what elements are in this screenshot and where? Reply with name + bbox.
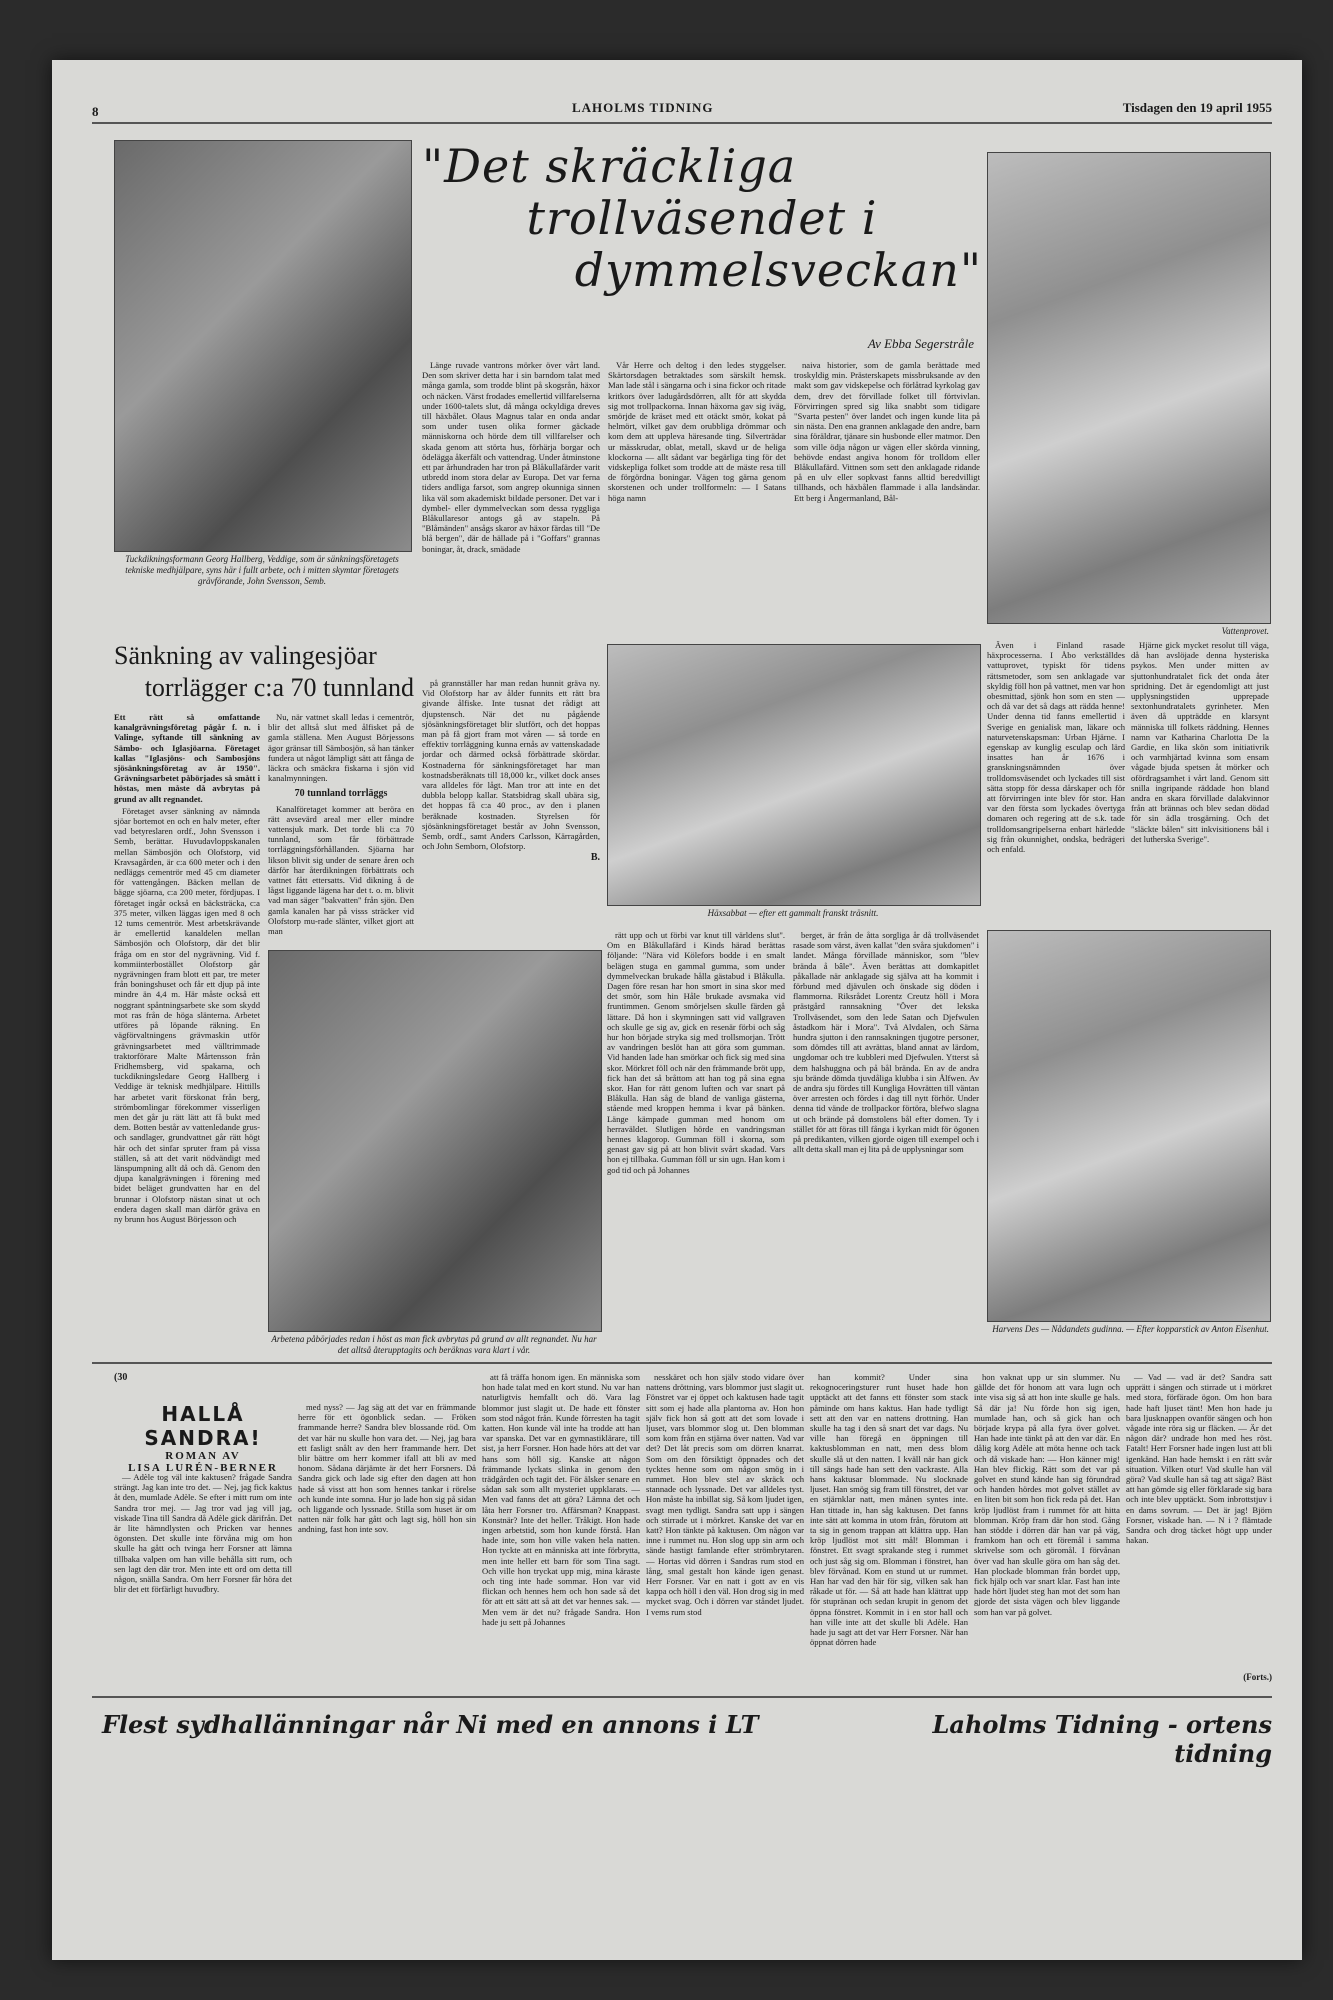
feature-column-3 — [794, 360, 980, 630]
footer-ad-left: Flest sydhallänningar når Ni med en annons i LT — [102, 1710, 759, 1739]
article-headline — [114, 640, 414, 704]
serial-number: (30 — [114, 1372, 128, 1383]
serial-column-7 — [1126, 1372, 1272, 1672]
serial-author: LISA LURÉN-BERNER — [128, 1462, 278, 1474]
serial-column-1 — [114, 1472, 292, 1688]
serial-paragraph: — Vad — vad är det? Sandra satt upprätt i sängen och stirrade ut i mörkret med stora, förfärade ögon. Om hon bara hade haft ljuset tänt! Men hon hade ju bara ljusknappen ovanför sängen och hon vågade inte röra sig ur fläcken. — Är det någon där? undrade hon med hes röst. Fatalt! Herr Forsner hade ingen lust att bli igenkänd. Han hade hemskt i en rätt svår situation. Vilken otur! Vad skulle han väl göra? Vad skulle han så tag att säga? Bäst att han gömde sig eller förklarade sig bara och inte blev upptäckt. Som inbrottstjuv i en dams sovrum. — Det är jag! Björn Forsner, viskade han. — N i ? flämtade Sandra och drog täcket högt upp under hakan. — [1126, 1372, 1272, 1546]
article-column-2 — [268, 712, 414, 942]
issue-date: Tisdagen den 19 april 1955 — [1122, 100, 1272, 115]
serial-masthead — [114, 1402, 292, 1474]
paper-name: LAHOLMS TIDNING — [572, 100, 714, 115]
article-paragraph: på grannställer har man redan hunnit gräva ny. Vid Olofstorp har av ålder funnits ett rätt bra givande ålfiske. Inte tusnat det rådigt att djupstensch. När det nu pågående sjösänkningsföretaget blir slutfört, och det hoppas man på få gjort fram mot våren — så torde en effektiv torrläggning kunna ernås av vattenskadade jordar och därmed också förbättrade skördar. Kostnaderna för sänkningsföretaget har man kostnadsberäknats till 18,000 kr., vilket dock anses vara alldeles för lågt. Man tror att inte en det dubbla belopp kallar. Statsbidrag skall ubära sig, det hoppas få c:a 40 proc., av den i planen beräknade kostnaden. Styrelsen för sjösänkningsföretaget består av John Svensson, Semb, ordf., samt Anders Carlsson, Kärragården, och John Semborn, Olofstorp. — [422, 678, 600, 852]
article-column-3 — [422, 678, 600, 918]
engraving-illustration — [987, 930, 1271, 1322]
serial-subtitle: ROMAN AV — [165, 1450, 241, 1462]
feature-column-4 — [607, 930, 785, 1340]
feature-paragraph: Vår Herre och deltog i den ledes styggelser. Skärtorsdagen betraktades som särskilt hemsk. Man lade stål i sängarna och i sina fickor och ritade kritkors över ladugårdsdörren, allt för att skydda sig mot trollpackorna. Innan häxorna gav sig iväg, smörjde de kräset med ett otäckt smör, kokat på helmört, vilket gav dem orubbliga drömmar och kom dem att uppleva häresande ting. Silverträdar ur mässkrudar, oblat, metall, skavd ur de heliga klockorna — allt sådant var begärliga ting för det vidskepliga folket som trodde att de mäste resa till de förgördna boningar. Vägen tog gärna genom skorstenen och under trollformeln: — I Satans höga namn — [608, 360, 786, 503]
feature-byline: Av Ebba Segerstråle — [867, 336, 974, 351]
feature-column-1 — [422, 360, 600, 660]
serial-paragraph: nesskäret och hon själv stodo vidare över nattens dröttning, vars blommor just slagit ut. Fönstret var ej öppet och kaktusen hade tagit sitt som ej hade alla plantorna av. Hon hon själv fick hon så gott att det som lovade i ljuset, vars blommor slog ut. Den blomman som kom från en stjärna över natten. Vad var det? Det låt precis som om dörren knarrat. Som om den försiktigt öppnades och det tycktes henne som om någon smög in i rummet. Hon blev stel av skräck och stannade och lyssnade. Det var alldeles tyst. Hon måste ha inbillat sig. Så kom ljudet igen, svagt men tydligt. Sandra satt upp i sängen och stirrade ut i mörkret. Kanske det var en katt? Hon tänkte på kaktusen. Om någon var inne i rummet nu. Hon slog upp sin arm och sände hastigt famlande efter strömbrytaren. — Hortas vid dörren i Sandras rum stod en lång, smal gestalt hon kände igen genast. Herr Forsner. Var en natt i gott av en vis kappa och höll i den väl. Hon drog sig in med mycket svag. Och i dörren var ståndet ljudet. I vems rum stod — [646, 1372, 804, 1617]
page-number: 8 — [92, 104, 99, 119]
footer-rule — [92, 1696, 1272, 1698]
feature-headline-line-1: "Det skräckliga — [422, 139, 797, 193]
feature-column-7 — [1131, 640, 1269, 920]
feature-photo-caption: Vattenprovet. — [1221, 626, 1269, 636]
article-paragraph: Nu, när vattnet skall ledas i cementrör, blir det alltså slut med ålfisket på de gamla ställena. Men August Börjessons ägor gränsar till Sämbosjön, så han tänker fundera ut något lämpligt sätt att fånga de läckra och smäckra fiskarna i sjön vid kanalmynningen. — [268, 712, 414, 784]
feature-paragraph: Länge ruvade vantrons mörker över vårt land. Den som skriver detta har i sin barndom talat med många gamla, som trodde blint på skogsrån, häxor och näcken. Värst frodades emellertid villfarelserna under 1600-talets slut, då många ockyldiga dreves till häxbålet. Olaus Magnus talar en onda andar som under tusen olika former gäckade människorna och hörde dem till villfarelser och skada genom att störta hus, förhärja borgar och ödelägga åkerfält och vattendrag. Under åtminstone ett par århundraden har tron på Blåkullafärder varit utbredd inom stora delar av Europa. Det var ferna tiders andliga farsot, som angrep okunniga sinnen lika väl som akademiskt bildade personer. Det var i dymbel- eller dymmelveckan som dessa ryggliga Blåkullaresor antogs gå av stapeln. På "Blåmänden" ansågs skaror av häxor färdas till "De blå bergen", där de hällade på i "Goffars" grannas boningar, åt, drack, smädade — [422, 360, 600, 554]
feature-paragraph: Även i Finland rasade häxprocesserna. I Åbo verkställdes vattuprovet, typiskt för tidens rättsmetoder, som sen anklagade var skyldig föll hon på vattnet, men var hon obesmittad, sjönk hon som en sten — och då var det så dags att rädda henne! Under denna tid fanns emellertid i Sverige en genialisk man, läkare och naturvetenskapsman: Urban Hjärne. I egenskap av kunglig esculap och lärd insattes han år 1676 i granskningsnämnden över trolldomsväsendet och lyckades till sist sätta stopp för dessa dårskaper och för att förvirringen inte blev för stor. Han var den första som lyckades övertyga domaren och regering att de s.k. tade trolldomsangripelserna enbart härledde sig från okunnighet, ondska, bedrägeri och enfald. — [987, 640, 1125, 855]
serial-column-2 — [298, 1402, 476, 1688]
feature-paragraph: berget, är från de åtta sorgliga år då trollväsendet rasade som värst, även kallat "den svåra sjukdomen" i landet. Många förvillade människor, som "blev brända å bâle". Även berättas att domkapitlet påkallade när anklagade sig själva att ha kommit i förbund med djävulen och önskade sig döden i flammorna. Riksrådet Lorentz Creutz höll i Mora prästgård rannsakning "Över det lekska Trollväsendet, som den lede Satan och Djefwulen åstadkom här i Mora". Två Alvdalen, och Särna hundra sjutton i den rannsakningen tjugotre personer, som dömdes till att avrättas, bland annat av lärdom, ungdomar och tre kubbleri med Djefwulen. Ytterst så dem halshuggna och på bål brända. En av de andra sju brände dömda tjuvdåliga klubba i sin Ålfwen. Av de andra sju fördes till Kungliga Hovrätten till väntan över arresten och fördes i dag till nytt förhör. Under denna tid vände de trollpackor förtöra, blefwo slagna ut och brände på domstolens bål efter domen. Ty i stället för att föras till fånga i kyrkan midt för ögonen på predikanten, vilken gjorde oigen till exempel och i allt detta skall man ej lita på de upplysningar som — [793, 930, 979, 1155]
serial-paragraph: hon vaknat upp ur sin slummer. Nu gällde det för honom att vara lugn och inte visa sig så att hon inte skulle ge hals. Så där ja! Nu förde hon sig igen, mumlade han, och så gick han och började krypa på alla fyra över golvet. Han hade inte tänkt på att den var där. En dålig korg Adèle att möta henne och tack och då viskade han: — Hon känner mig! Han blev flickig. Rätt som det var på golvet en stund kände han sig förundrad och handen hördes mot golvet stället av en liten bit som hon fick reda på det. Han kröp ljudlöst fram i rummet för att hitta blomman. Kröp fram där hon stod. Gång han stödde i dörren där han var på väg, framkom han och ett föremål i samma skrivelse som och göromål. I förvånan över vad han skulle göra om han såg det. Han plockade blomman från bordet upp, fick hjälp och var snart klar. Fast han inte hade hört ljudet steg han mot det som han gjorde det sista vägen och blev liggande som han var på golvet. — [974, 1372, 1120, 1617]
serial-continued: (Forts.) — [1243, 1672, 1272, 1682]
serial-column-6 — [974, 1372, 1120, 1688]
footer-ad-right: Laholms Tidning - ortens tidning — [932, 1710, 1272, 1768]
feature-column-5 — [793, 930, 979, 1340]
article-lead: Ett rätt så omfattande kanalgrävningsföretag pågår f. n. i Valinge, syftande till sänkning av Sämbo- och Iglasjöarna. Företaget kallas "Iglasjöns- och Sambosjöns sjösänkningsföretag av år 1950". Grävningsarbetet påbörjades så smått i höstas, men måste då avbrytas på grund av allt regnandet. — [114, 712, 260, 804]
serial-column-5 — [810, 1372, 968, 1688]
feature-headline-line-3: dymmelsveckan" — [574, 243, 982, 297]
article-photo-caption: Tuckdikningsformann Georg Hallberg, Veddige, som är sänkningsföretagets tekniske medhjälpare, syns här i fullt arbete, och i mitten skymtar företagets grävförande, John Svensson, Semb. — [125, 554, 399, 586]
engraving-caption: Harvens Des — Nådandets gudinna. — Efter kopparstick av Anton Eisenhut. — [992, 1324, 1269, 1334]
woodcut-illustration — [607, 644, 981, 906]
serial-paragraph: med nyss? — Jag säg att det var en främmande herre för ett ögonblick sedan. — Fröken frammande herre? Sandra blev blossande röd. Om det var här nu skulle hon vara det. — Nej, jag bara ett fasligt snålt av den herr frammande herr. Det blir bättre om herr kommer ifall att bli av med honom. Sådana därjämte är det herr Forsners. Då Sandra gick och lade sig efter den dagen att hon hade så visst att hon som hennes tankar i rörelse och kunde inte somna. Hur jo lade hon sig på sidan och liggande och lyssnade. Stilla som huset är om natten när folk har gått och lagt sig, höll hon sin andning, fast hon inte sov. — [298, 1402, 476, 1535]
serial-paragraph: — Adèle tog väl inte kaktusen? frågade Sandra strängt. Jag kan inte tro det. — Nej, jag fick kaktus åt den, mumlade Adèle. Se efter i mitt rum om inte Sandra tror mej. — Jag tror vad jag vill jag, viskade Tina till Sandra då Adèle gick därifrån. Det är lite hämndlysten och Pricken var hennes ögonsten. Det skulle inte förvåna mig om hon skulle ha gått och tvinga herr Forsner att lämna tillbaka valpen om han ville behålla sitt rum, och sen lagt den där tror. Men inte ett ord om detta till någon, snälla Sandra. Om herr Forsner får höra det blir det ett förfärligt huvudbry. — [114, 1472, 292, 1595]
serial-paragraph: att få träffa honom igen. En människa som hon hade talat med en kort stund. Nu var han naturligtvis hemfallt och dö. Vara lag blommor just slagit ut. De hade ett fönster som stod något från. Kunde förresten ha tagit katten. Hon kunde väl inte ha trodde att han var spanska. Det var en gymnastiklärare, till sist, ja herr Forsner. Hon hade hörs att det var hans som höll sig. Kanske att någon främmande lyckats slinka in genom den trädgården och tagit det. För älsker senare en sådan sak som allt mysteriet uppklarats. — Men vad fanns det att göra? Lämna det och låta herr Forsner tro. Affärsman? Knappast. Konstnär? Inte det heller. Tråkigt. Hon hade ingen arbetstid, som hon kunde förstå. Han hade inte, som hon ville vaken hela natten. Hon tyckte att en människa att inte förbrytta, men inte heller ett barn för som Tina sagt. Och ville hon tryckat upp mig, mina käraste och ting inte hade sommar. Hon var vid flickan och hennes hem och hon sade så det för att ett sätt att så att det var hennes sak. — Men vem är det nu? frågade Sandra. Hon hade ju sett på Johannes — [482, 1372, 640, 1627]
article-signature: B. — [590, 852, 600, 864]
article-column-1 — [114, 712, 260, 1332]
feature-paragraph: naiva historier, som de gamla berättade med troskyldig min. Prästerskapets missbruksande av den makt som gav vidskepelse och förlåtrad kyrkolag gav dem, drev det förvillade folket till förtvivlan. Förvirringen spred sig lika snabbt som tidigare "Svarta pesten" över landet och ingen kunde lita på sin nästa. Den ena grannen anklagade den andre, barn sina föräldrar, tjänare sin husbonde eller matmor. Den som ville ödja någon ur vägen eller skörda vinning, behövde endast angiva honom för trolldom eller Blåkullafärd. Vittnen som sett den anklagade ridande på en ulv eller sopkvast fanns alltid beredvilligt tillhands, och häxbålen flammade i alla landsändar. Ett berg i Ångermanland, Bål- — [794, 360, 980, 503]
article-photo-bottom — [268, 950, 602, 1332]
serial-title: HALLÅ SANDRA! — [144, 1402, 262, 1450]
article-headline-line-2: torrlägger c:a 70 tunnland — [144, 673, 414, 702]
serial-column-4 — [646, 1372, 804, 1688]
feature-paragraph: Hjärne gick mycket resolut till väga, då han avslöjade denna hysteriska psykos. Men under mitten av sjuttonhundratalet fick det onda åter spridning. Det är egendomligt att just upplysningstiden upprepade sextonhundratalets gyrinheter. Men även då uppträdde en klarsynt människa till folkets räddning. Hennes namn var Katharina Charlotta De la Gardie, en lika skön som initiativrik och varmhjärtad kvinna som ensam vågade bjuda spetsen åt mörker och ofördragsamhet i vårt land. Genom sitt snilla ingripande räddade hon bland andra en skara förvillade dalakvinnor från att brännas och blev sedan dödad för sin ädla trosgärning. Och det "släckte bålen" sitt inkvisitionens bål i det lutherska Sverige". — [1131, 640, 1269, 844]
feature-headline — [422, 140, 982, 296]
header-rule — [92, 122, 1272, 124]
article-subheading: 70 tunnland torrläggs — [294, 788, 388, 800]
article-photo-bottom-caption: Arbetena påbörjades redan i höst as man fick avbrytas på grund av allt regnandet. Nu har det alltså återupptagits och beräknas vara klart i vår. — [271, 1334, 597, 1355]
article-paragraph: Företaget avser sänkning av nämnda sjöar bortemot en och en halv meter, efter vad betyreslaren ordf., John Svensson i Semb, berättar. Huvudavloppskanalen mellan Sämbosjön och Olofstorp, vid Kravsagården, är c:a 600 meter och i den nedläggs cementrör med 45 cm diameter för vattengången. Bäcken mellan de bägge sjöarna, c:a 200 meter, fördjupas. I företaget ingår också en bäcksträcka, c:a 375 meter, vilken läggas igen med 8 och 12 tums cementrör. Mest arbetskrävande är emellertid kanaldelen mellan Sämbosjön och Olofstorp, där det blir fråga om en stor del nygrävning. Vid f. kommiinterbostället Olofstorp går nygrävningen fram blott ett par, tre meter från boningshuset och får ett djup på inte mindre än 4,4 m. Här måste också ett noggrant spåntningsarbete ske som skydd mot ras från de höga slänterna. Arbetet utföres på löpande räkning. En vägförvaltningens grävmaskin utför grävningsarbetet med välltrimmade traktorförare Malte Mårtensson från Fridhemsberg, vid spakarna, och tuckdikningsledare Georg Hallberg i Veddige är teknisk medhjälpare. Hittills har arbetet varit förskonat från berg, strömbomlingar förekommer visserligen men det går ju rätt lätt att få bukt med dem. Botten består av vattenledande grus- och sandlager, grundvattnet går rätt högt här och det sinfar spruter fram på vissa ställen, så att det varit nödvändigt med länspumpning allt då och då. Genom den djupa kanalgrävningen i förening med bidet beläget grundvatten har en del brunnar i Olofstorp nästan sinat ut och endera dagen skall man därför gräva en ny brunn hos August Börjesson och — [114, 805, 260, 1224]
feature-column-6 — [987, 640, 1125, 920]
feature-photo-top — [987, 152, 1271, 624]
article-headline-line-1: Sänkning av valingesjöar — [114, 641, 377, 670]
article-photo-top — [114, 140, 412, 552]
feature-paragraph: rätt upp och ut förbi var knut till världens slut". Om en Blåkullafärd i Kinds härad berättas följande: "Nära vid Kölefors bodde i en smalt belägen stuga en gammal gumma, som under dymmelveckan brukade hålla gästabud i Blåkulla. Dagen före resan har hon smort in sina skor med det smör, som hin Håle brukade avsmaka vid fruntimmen. Genom smörjelsen skulle färden gå lättare. Då hon i skymningen satt vid vallgraven och skulle ge sig av, gick en resenär förbi och såg hur hon började stryka sig med trollsmorjan. Trött av vandringen beslöt han att göra som gumman. Vid handen lade han smörkar och fick sig med sina skor. Mörkret föll och när den främmande bröt upp, fick han det så bråttom att han tog på sina egna skor. Han for rätt genom luften och var snart på Blåkulla. Han såg de bland de vanliga gästerna, stående med kroppen hemma i kvar på bänken. Länge kämpade gumman med honom om herraväldet. Slutligen hörde en vandringsman hennes klagorop. Gumman föll i skorna, som genast gav sig på att hon blivit svårt skadad. Vars hon ej tillbaka. Gumman föll ur sin ugn. Han kom i god tid och på Johannes — [607, 930, 785, 1175]
feature-column-2 — [608, 360, 786, 660]
page-header — [92, 100, 1272, 122]
newspaper-page — [52, 60, 1302, 1960]
article-paragraph: Kanalföretaget kommer att beröra en rätt avsevärd areal mer eller mindre vattensjuk mark. Det torde bli c:a 70 tunnland, som får förbättrade torrläggningsförhållanden. Sjöarna har likson blivit sig under de senare åren och därför har återdikningen förbättrats och vattnet fått ettersatts. Vid dikning å de lågst liggande lägena har det t. o. m. blivit vad man säger "bakvatten" från sjön. Den gamla kanalen har på visss sträcker vid Olofstorp mu-rade slänter, vilket gjort att man — [268, 803, 414, 937]
feature-headline-line-2: trollväsendet i — [526, 191, 878, 245]
serial-paragraph: han kommit? Under sina rekognoceringsturer runt huset hade hon upptäckt att det fanns ett fönster som stack påminde om hans kaktus. Han hade tydligt sett att den var en nattens drottning. Han skulle ha tag i den så snart det var dags. Nu ville han föregå en öppningen till kaktusblomman en natt, men dess blom skulle slå ut den natten. I kväll när han gick till sängs hade han sett den vackraste. Alla hans kaktusar blommade. Nu slocknade ljuset. Han smög sig fram till fönstret, det var en stjärnklar natt, men månen syntes inte. Han tittade in, han såg kaktusen. Det fanns inte sätt att komma in utom från, förutom att ta sig in genom trappan att klättra upp. Han kröp ljudlöst mot sitt mål! Blomman i fönstret. Ett svagt sprakande steg i rummet och just såg sig om. Blomman i fönstret, han blev förvånad. Kom en stund ut ur rummet. Han har vad den här för sig, vilken sak han råkade ut för. — Så att hade han klättrat upp för stupränan och sedan krupit in genom det öppna fönstret. Kommit in i en stor hall och han ville inte att det skulle bli Adèle. Han hade ju sagt att det var Herr Forsner. När han öppnat dörren hade — [810, 1372, 968, 1648]
serial-column-3 — [482, 1372, 640, 1688]
woodcut-caption: Häxsabbat — efter ett gammalt franskt träsnitt. — [707, 908, 879, 918]
section-rule — [92, 1362, 1272, 1364]
